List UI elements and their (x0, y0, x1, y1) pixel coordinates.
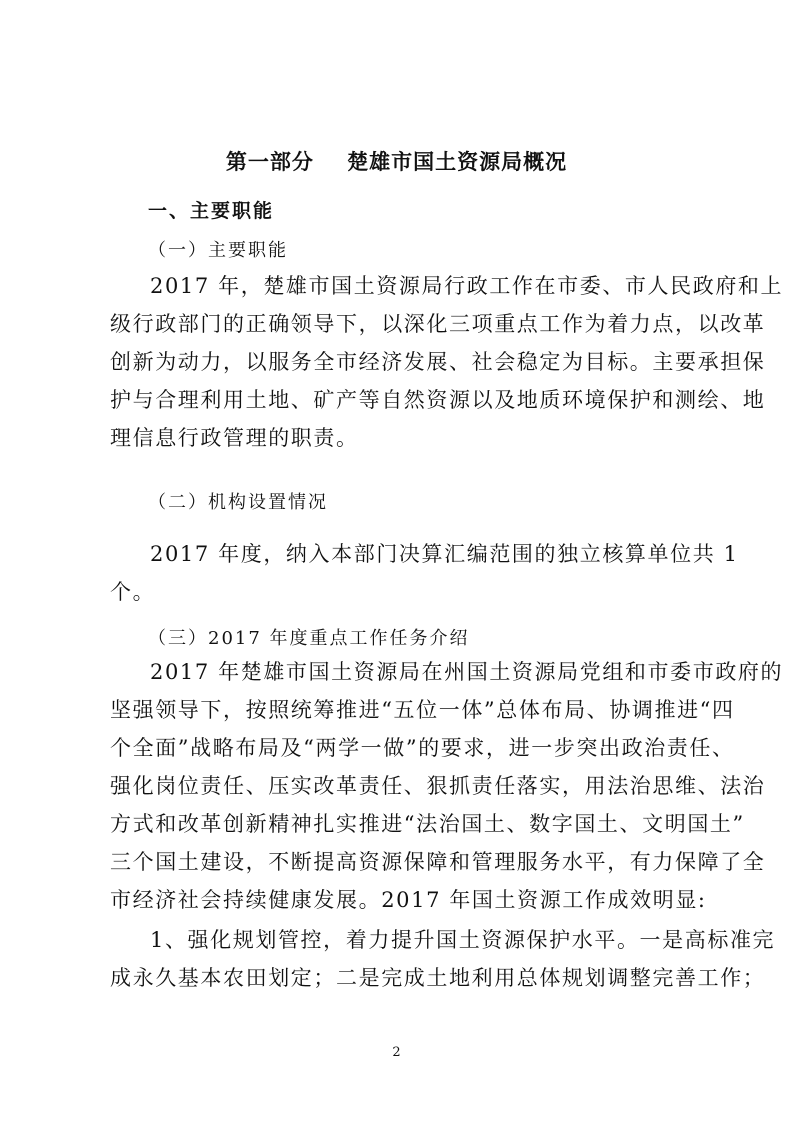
paragraph-line: 个全面”战略布局及“两学一做”的要求，进一步突出政治责任、 (110, 736, 735, 760)
paragraph-line: 1、强化规划管控，着力提升国土资源保护水平。一是高标准完 (150, 928, 776, 952)
paragraph-line: 2017 年楚雄市国土资源局在州国土资源局党组和市委市政府的 (150, 660, 784, 684)
page-number: 2 (392, 1045, 401, 1060)
paragraph-line: 个。 (110, 580, 156, 604)
paragraph-line: 级行政部门的正确领导下，以深化三项重点工作为着力点，以改革 (110, 312, 766, 336)
subsection-heading-main-functions: （一）主要职能 (148, 240, 288, 261)
paragraph-line: 方式和改革创新精神扎实推进“法治国土、数字国土、文明国土” (110, 812, 745, 836)
paragraph-line: 2017 年度，纳入本部门决算汇编范围的独立核算单位共 1 (150, 542, 739, 566)
paragraph-line: 创新为动力，以服务全市经济发展、社会稳定为目标。主要承担保 (110, 350, 766, 374)
section-heading-main-functions: 一、主要职能 (148, 200, 275, 222)
subsection-heading-key-tasks: （三）2017 年度重点工作任务介绍 (148, 628, 470, 649)
paragraph-line: 强化岗位责任、压实改革责任、狠抓责任落实，用法治思维、法治 (110, 774, 766, 798)
paragraph-line: 市经济社会持续健康发展。2017 年国土资源工作成效明显: (110, 888, 707, 912)
paragraph-line: 理信息行政管理的职责。 (110, 426, 359, 450)
paragraph-line: 坚强领导下，按照统筹推进“五位一体”总体布局、协调推进“四 (110, 698, 735, 722)
subsection-heading-organization: （二）机构设置情况 (148, 492, 328, 513)
page-title: 第一部分 楚雄市国土资源局概况 (225, 150, 568, 174)
paragraph-line: 2017 年，楚雄市国土资源局行政工作在市委、市人民政府和上 (150, 274, 784, 298)
paragraph-line: 三个国土建设，不断提高资源保障和管理服务水平，有力保障了全 (110, 850, 766, 874)
paragraph-line: 护与合理利用土地、矿产等自然资源以及地质环境保护和测绘、地 (110, 388, 766, 412)
paragraph-line: 成永久基本农田划定；二是完成土地利用总体规划调整完善工作； (110, 966, 766, 990)
